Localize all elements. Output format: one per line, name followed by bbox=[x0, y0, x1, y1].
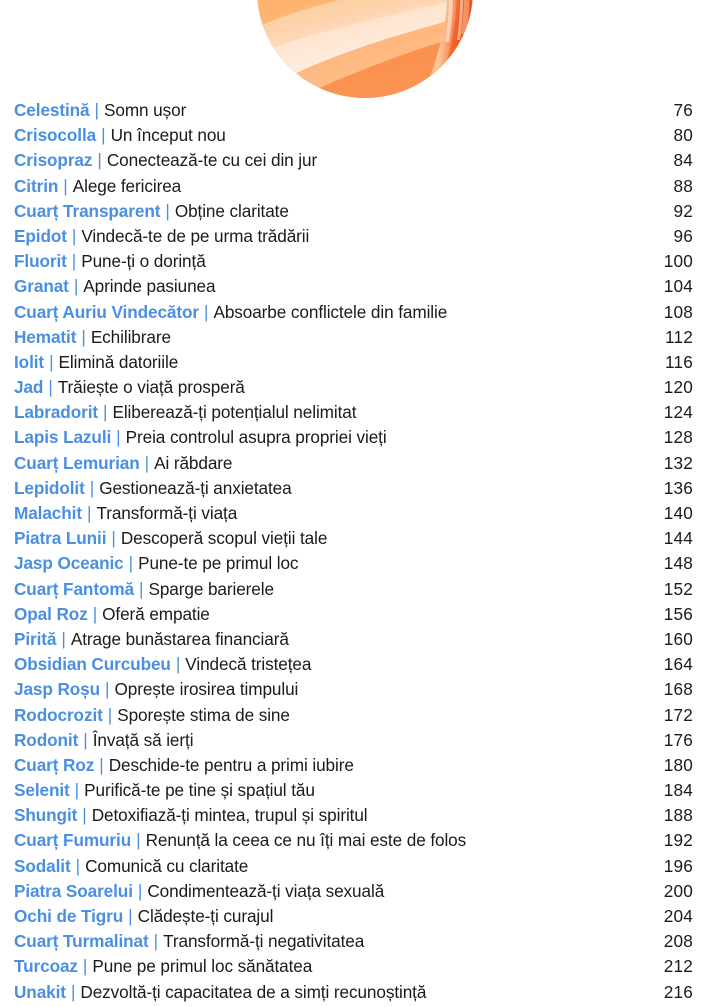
toc-entry-dot-leader bbox=[304, 569, 658, 570]
toc-entry-page-number: 176 bbox=[663, 729, 693, 750]
table-of-contents bbox=[0, 100, 714, 1007]
toc-entry-dot-leader bbox=[243, 519, 658, 520]
toc-entry-separator: | bbox=[75, 855, 81, 876]
toc-entry-stone-name: Malachit bbox=[14, 503, 82, 523]
toc-entry-page-number: 152 bbox=[663, 578, 693, 599]
toc-entry-description: Oferă empatie bbox=[102, 603, 210, 624]
toc-entry-stone-name: Cuarț Roz bbox=[14, 754, 95, 775]
toc-entry-separator: | bbox=[138, 578, 144, 599]
toc-entry-description: Descoperă scopul vieții tale bbox=[120, 528, 328, 549]
toc-entry[interactable] bbox=[0, 226, 714, 251]
toc-entry[interactable] bbox=[0, 679, 714, 704]
toc-entry-stone-name: Lepidolit bbox=[14, 477, 85, 498]
toc-entry-page-number: 136 bbox=[663, 477, 693, 498]
toc-entry-separator: | bbox=[136, 830, 141, 851]
toc-entry-page-number: 88 bbox=[673, 175, 693, 196]
toc-entry-page-number: 148 bbox=[663, 553, 693, 574]
toc-entry-description: Transformă-ți viața bbox=[96, 503, 238, 523]
toc-entry-stone-name: Cuarț Fantomă bbox=[14, 578, 134, 599]
toc-entry-dot-leader bbox=[298, 494, 658, 495]
toc-entry-description: Pune-te pe primul loc bbox=[138, 553, 299, 574]
toc-entry-dot-leader bbox=[187, 192, 658, 193]
toc-entry-separator: | bbox=[107, 704, 113, 725]
header-artwork bbox=[0, 0, 714, 100]
toc-entry-separator: | bbox=[89, 477, 95, 498]
toc-entry-page-number: 192 bbox=[663, 830, 693, 851]
toc-entry-page-number: 120 bbox=[663, 377, 693, 398]
toc-entry-stone-name: Obsidian Curcubeu bbox=[14, 654, 171, 675]
toc-entry-stone-name: Jad bbox=[14, 377, 44, 398]
toc-entry-description: Preia controlul asupra propriei vieți bbox=[125, 427, 387, 448]
toc-entry-dot-leader bbox=[212, 267, 658, 268]
toc-entry-page-number: 204 bbox=[663, 906, 693, 926]
toc-entry-description: Comunică cu claritate bbox=[85, 855, 249, 876]
toc-entry-stone-name: Ochi de Tigru bbox=[14, 906, 124, 926]
toc-entry-separator: | bbox=[48, 377, 53, 398]
toc-entry-page-number: 100 bbox=[663, 251, 693, 272]
toc-entry-description: Pune pe primul loc sănătatea bbox=[92, 956, 313, 977]
toc-entry-page-number: 164 bbox=[663, 654, 693, 675]
toc-entry-separator: | bbox=[71, 251, 77, 272]
toc-entry[interactable] bbox=[0, 629, 714, 654]
toc-entry-dot-leader bbox=[238, 469, 658, 470]
toc-entry-dot-leader bbox=[254, 872, 658, 873]
toc-entry-page-number: 132 bbox=[663, 452, 693, 473]
toc-entry-stone-name: Turcoaz bbox=[14, 956, 78, 977]
toc-entry-stone-name: Sodalit bbox=[14, 855, 71, 876]
toc-entry-separator: | bbox=[74, 780, 80, 801]
toc-entry-dot-leader bbox=[317, 670, 658, 671]
toc-entry-description: Gestionează-ți anxietatea bbox=[99, 477, 292, 498]
toc-entry-separator: | bbox=[128, 906, 133, 926]
toc-entry-dot-leader bbox=[315, 242, 658, 243]
toc-entry-dot-leader bbox=[221, 292, 658, 293]
toc-entry-description: Renunță la ceea ce nu îți mai este de folos bbox=[145, 830, 467, 851]
toc-entry[interactable] bbox=[0, 150, 714, 175]
toc-entry-stone-name: Crisocolla bbox=[14, 125, 97, 146]
toc-entry-page-number: 216 bbox=[663, 981, 693, 1002]
toc-entry-dot-leader bbox=[184, 368, 658, 369]
toc-entry-separator: | bbox=[73, 276, 79, 297]
toc-entry-dot-leader bbox=[323, 166, 658, 167]
toc-entry-page-number: 84 bbox=[673, 150, 693, 171]
toc-entry-description: Vindecă-te de pe urma trădării bbox=[81, 225, 310, 246]
toc-entry-page-number: 180 bbox=[663, 754, 693, 775]
toc-entry-page-number: 172 bbox=[663, 704, 693, 725]
toc-entry-stone-name: Opal Roz bbox=[14, 603, 88, 624]
toc-entry-description: Purifică-te pe tine și spațiul tău bbox=[84, 780, 315, 801]
toc-entry-separator: | bbox=[101, 125, 106, 146]
toc-entry-dot-leader bbox=[295, 645, 658, 646]
toc-entry-stone-name: Hematit bbox=[14, 326, 77, 347]
toc-entry[interactable] bbox=[0, 982, 714, 1007]
toc-entry[interactable] bbox=[0, 402, 714, 427]
toc-entry-page-number: 160 bbox=[663, 628, 693, 649]
toc-entry-dot-leader bbox=[177, 343, 658, 344]
toc-entry-separator: | bbox=[99, 754, 104, 775]
toc-entry[interactable] bbox=[0, 427, 714, 452]
toc-entry-separator: | bbox=[128, 553, 134, 574]
toc-entry-dot-leader bbox=[472, 847, 658, 848]
toc-entry-dot-leader bbox=[199, 746, 658, 747]
toc-entry-page-number: 200 bbox=[663, 880, 693, 901]
toc-entry-page-number: 208 bbox=[663, 931, 693, 952]
toc-entry-separator: | bbox=[175, 654, 181, 675]
toc-entry-description: Atrage bunăstarea financiară bbox=[70, 628, 289, 649]
toc-entry-dot-leader bbox=[296, 721, 658, 722]
toc-entry-stone-name: Unakit bbox=[14, 981, 66, 1002]
toc-entry[interactable] bbox=[0, 579, 714, 604]
toc-entry-separator: | bbox=[165, 200, 170, 221]
toc-entry-dot-leader bbox=[279, 922, 658, 923]
toc-entry-page-number: 112 bbox=[664, 326, 693, 347]
toc-entry-separator: | bbox=[49, 351, 54, 372]
toc-entry-separator: | bbox=[70, 981, 76, 1002]
toc-entry[interactable] bbox=[0, 327, 714, 352]
toc-entry-dot-leader bbox=[232, 141, 658, 142]
toc-entry-description: Clădește-ți curajul bbox=[137, 906, 274, 926]
toc-entry-stone-name: Cuarț Transparent bbox=[14, 200, 161, 221]
toc-entry-stone-name: Jasp Oceanic bbox=[14, 553, 124, 574]
toc-entry-separator: | bbox=[81, 326, 86, 347]
toc-entry-description: Absoarbe conflictele din familie bbox=[213, 301, 448, 322]
toc-entry[interactable] bbox=[0, 881, 714, 906]
toc-entry-description: Condimentează-ți viața sexuală bbox=[147, 880, 385, 901]
toc-entry-separator: | bbox=[86, 503, 92, 523]
toc-entry-dot-leader bbox=[390, 897, 658, 898]
toc-entry[interactable] bbox=[0, 755, 714, 780]
toc-entry[interactable] bbox=[0, 830, 714, 855]
toc-entry-stone-name: Granat bbox=[14, 276, 69, 297]
toc-entry[interactable] bbox=[0, 805, 714, 830]
toc-entry-description: Eliberează-ți potențialul nelimitat bbox=[112, 402, 357, 423]
toc-entry-dot-leader bbox=[370, 947, 658, 948]
toc-entry[interactable] bbox=[0, 730, 714, 755]
toc-entry-page-number: 168 bbox=[663, 679, 693, 700]
toc-entry-separator: | bbox=[153, 931, 159, 952]
toc-entry[interactable] bbox=[0, 931, 714, 956]
toc-entry-description: Sparge barierele bbox=[148, 578, 274, 599]
toc-entry-description: Dezvoltă-ți capacitatea de a simți recunoștință bbox=[80, 981, 427, 1002]
toc-entry-dot-leader bbox=[216, 620, 658, 621]
toc-entry-description: Un început nou bbox=[110, 125, 226, 146]
toc-entry-separator: | bbox=[144, 452, 150, 473]
toc-entry-page-number: 80 bbox=[673, 125, 693, 146]
toc-entry-separator: | bbox=[97, 150, 102, 171]
toc-entry-dot-leader bbox=[393, 444, 658, 445]
toc-entry[interactable] bbox=[0, 478, 714, 503]
toc-entry-page-number: 76 bbox=[673, 100, 693, 120]
toc-entry[interactable] bbox=[0, 528, 714, 553]
toc-entry-stone-name: Lapis Lazuli bbox=[14, 427, 112, 448]
toc-entry-description: Conectează-te cu cei din jur bbox=[106, 150, 318, 171]
toc-entry-stone-name: Cuarț Fumuriu bbox=[14, 830, 132, 851]
toc-entry-page-number: 184 bbox=[663, 780, 693, 801]
toc-entry-dot-leader bbox=[318, 972, 658, 973]
toc-entry-description: Elimină datoriile bbox=[58, 351, 179, 372]
toc-entry[interactable] bbox=[0, 503, 714, 528]
toc-entry-separator: | bbox=[137, 880, 143, 901]
toc-entry-separator: | bbox=[203, 301, 209, 322]
toc-entry[interactable] bbox=[0, 276, 714, 301]
toc-entry-description: Oprește irosirea timpului bbox=[114, 679, 299, 700]
toc-entry[interactable] bbox=[0, 780, 714, 805]
toc-entry-page-number: 116 bbox=[664, 351, 693, 372]
toc-entry-description: Vindecă tristețea bbox=[185, 654, 312, 675]
toc-entry-page-number: 196 bbox=[663, 855, 693, 876]
toc-entry-stone-name: Fluorit bbox=[14, 251, 67, 272]
toc-entry-stone-name: Rodonit bbox=[14, 729, 79, 750]
toc-entry-stone-name: Cuarț Turmalinat bbox=[14, 931, 149, 952]
toc-entry-separator: | bbox=[61, 628, 66, 649]
toc-entry-page-number: 96 bbox=[673, 225, 693, 246]
toc-entry-dot-leader bbox=[453, 318, 658, 319]
toc-entry-dot-leader bbox=[362, 418, 658, 419]
toc-entry-description: Ai răbdare bbox=[154, 452, 233, 473]
toc-entry-stone-name: Celestină bbox=[14, 100, 90, 120]
toc-entry-dot-leader bbox=[192, 116, 658, 117]
toc-entry-page-number: 124 bbox=[663, 402, 693, 423]
toc-entry[interactable] bbox=[0, 251, 714, 276]
toc-entry-stone-name: Cuarț Lemurian bbox=[14, 452, 140, 473]
toc-entry[interactable] bbox=[0, 553, 714, 578]
toc-entry-dot-leader bbox=[321, 796, 658, 797]
toc-entry-page-number: 92 bbox=[673, 200, 693, 221]
toc-entry-stone-name: Citrin bbox=[14, 175, 59, 196]
toc-entry-description: Deschide-te pentru a primi iubire bbox=[108, 754, 354, 775]
toc-entry[interactable] bbox=[0, 302, 714, 327]
toc-entry[interactable] bbox=[0, 377, 714, 402]
agate-stone-icon bbox=[257, 0, 473, 98]
toc-entry-dot-leader bbox=[333, 544, 658, 545]
toc-entry-description: Trăiește o viață prosperă bbox=[57, 377, 245, 398]
toc-entry-page-number: 156 bbox=[663, 603, 693, 624]
toc-entry-stone-name: Crisopraz bbox=[14, 150, 93, 171]
toc-entry-page-number: 144 bbox=[663, 528, 693, 549]
toc-entry-stone-name: Jasp Roșu bbox=[14, 679, 101, 700]
toc-entry-separator: | bbox=[103, 402, 108, 423]
toc-entry-description: Obține claritate bbox=[174, 200, 289, 221]
toc-entry-separator: | bbox=[105, 679, 110, 700]
toc-entry-page-number: 108 bbox=[663, 301, 693, 322]
toc-entry-page-number: 104 bbox=[663, 276, 693, 297]
toc-entry-description: Pune-ți o dorință bbox=[81, 251, 206, 272]
toc-entry-description: Sporește stima de sine bbox=[117, 704, 290, 725]
toc-entry[interactable] bbox=[0, 100, 714, 125]
toc-entry-dot-leader bbox=[360, 771, 658, 772]
toc-entry-page-number: 188 bbox=[663, 805, 693, 826]
toc-entry-dot-leader bbox=[295, 217, 658, 218]
toc-entry-dot-leader bbox=[432, 998, 658, 999]
toc-entry[interactable] bbox=[0, 654, 714, 679]
toc-entry-separator: | bbox=[116, 427, 121, 448]
toc-entry[interactable] bbox=[0, 705, 714, 730]
toc-entry[interactable] bbox=[0, 352, 714, 377]
toc-entry-stone-name: Labradorit bbox=[14, 402, 98, 423]
toc-entry-separator: | bbox=[71, 225, 77, 246]
toc-entry-separator: | bbox=[82, 956, 88, 977]
toc-entry-page-number: 212 bbox=[663, 956, 693, 977]
toc-entry-page-number: 128 bbox=[663, 427, 693, 448]
toc-entry-separator: | bbox=[83, 729, 88, 750]
toc-entry-stone-name: Piatra Lunii bbox=[14, 528, 107, 549]
toc-entry[interactable] bbox=[0, 906, 714, 931]
toc-entry[interactable] bbox=[0, 201, 714, 226]
toc-entry-dot-leader bbox=[374, 821, 658, 822]
toc-entry-stone-name: Shungit bbox=[14, 805, 78, 826]
toc-entry-separator: | bbox=[92, 603, 98, 624]
toc-entry-dot-leader bbox=[280, 595, 658, 596]
toc-entry-stone-name: Piatra Soarelui bbox=[14, 880, 133, 901]
toc-entry-stone-name: Selenit bbox=[14, 780, 70, 801]
toc-entry-description: Transformă-ți negativitatea bbox=[163, 931, 365, 952]
toc-entry[interactable] bbox=[0, 125, 714, 150]
toc-entry-stone-name: Iolit bbox=[14, 351, 45, 372]
toc-entry-description: Somn ușor bbox=[104, 100, 187, 120]
toc-entry-stone-name: Rodocrozit bbox=[14, 704, 103, 725]
toc-entry-separator: | bbox=[82, 805, 87, 826]
toc-entry-separator: | bbox=[94, 100, 99, 120]
toc-entry-separator: | bbox=[111, 528, 116, 549]
toc-entry-dot-leader bbox=[304, 695, 658, 696]
toc-entry-description: Echilibrare bbox=[90, 326, 171, 347]
toc-entry-page-number: 140 bbox=[663, 503, 693, 523]
toc-entry-stone-name: Cuarț Auriu Vindecător bbox=[14, 301, 199, 322]
toc-entry-description: Alege fericirea bbox=[72, 175, 182, 196]
toc-entry[interactable] bbox=[0, 453, 714, 478]
toc-entry-dot-leader bbox=[251, 393, 658, 394]
toc-entry-stone-name: Pirită bbox=[14, 628, 57, 649]
toc-entry-description: Aprinde pasiunea bbox=[83, 276, 216, 297]
toc-entry[interactable] bbox=[0, 604, 714, 629]
toc-entry[interactable] bbox=[0, 176, 714, 201]
toc-entry-description: Detoxifiază-ți mintea, trupul și spiritul bbox=[91, 805, 368, 826]
toc-entry[interactable] bbox=[0, 956, 714, 981]
toc-entry-description: Învață să ierți bbox=[92, 729, 194, 750]
toc-entry-separator: | bbox=[63, 175, 68, 196]
toc-entry-stone-name: Epidot bbox=[14, 225, 67, 246]
toc-entry[interactable] bbox=[0, 856, 714, 881]
